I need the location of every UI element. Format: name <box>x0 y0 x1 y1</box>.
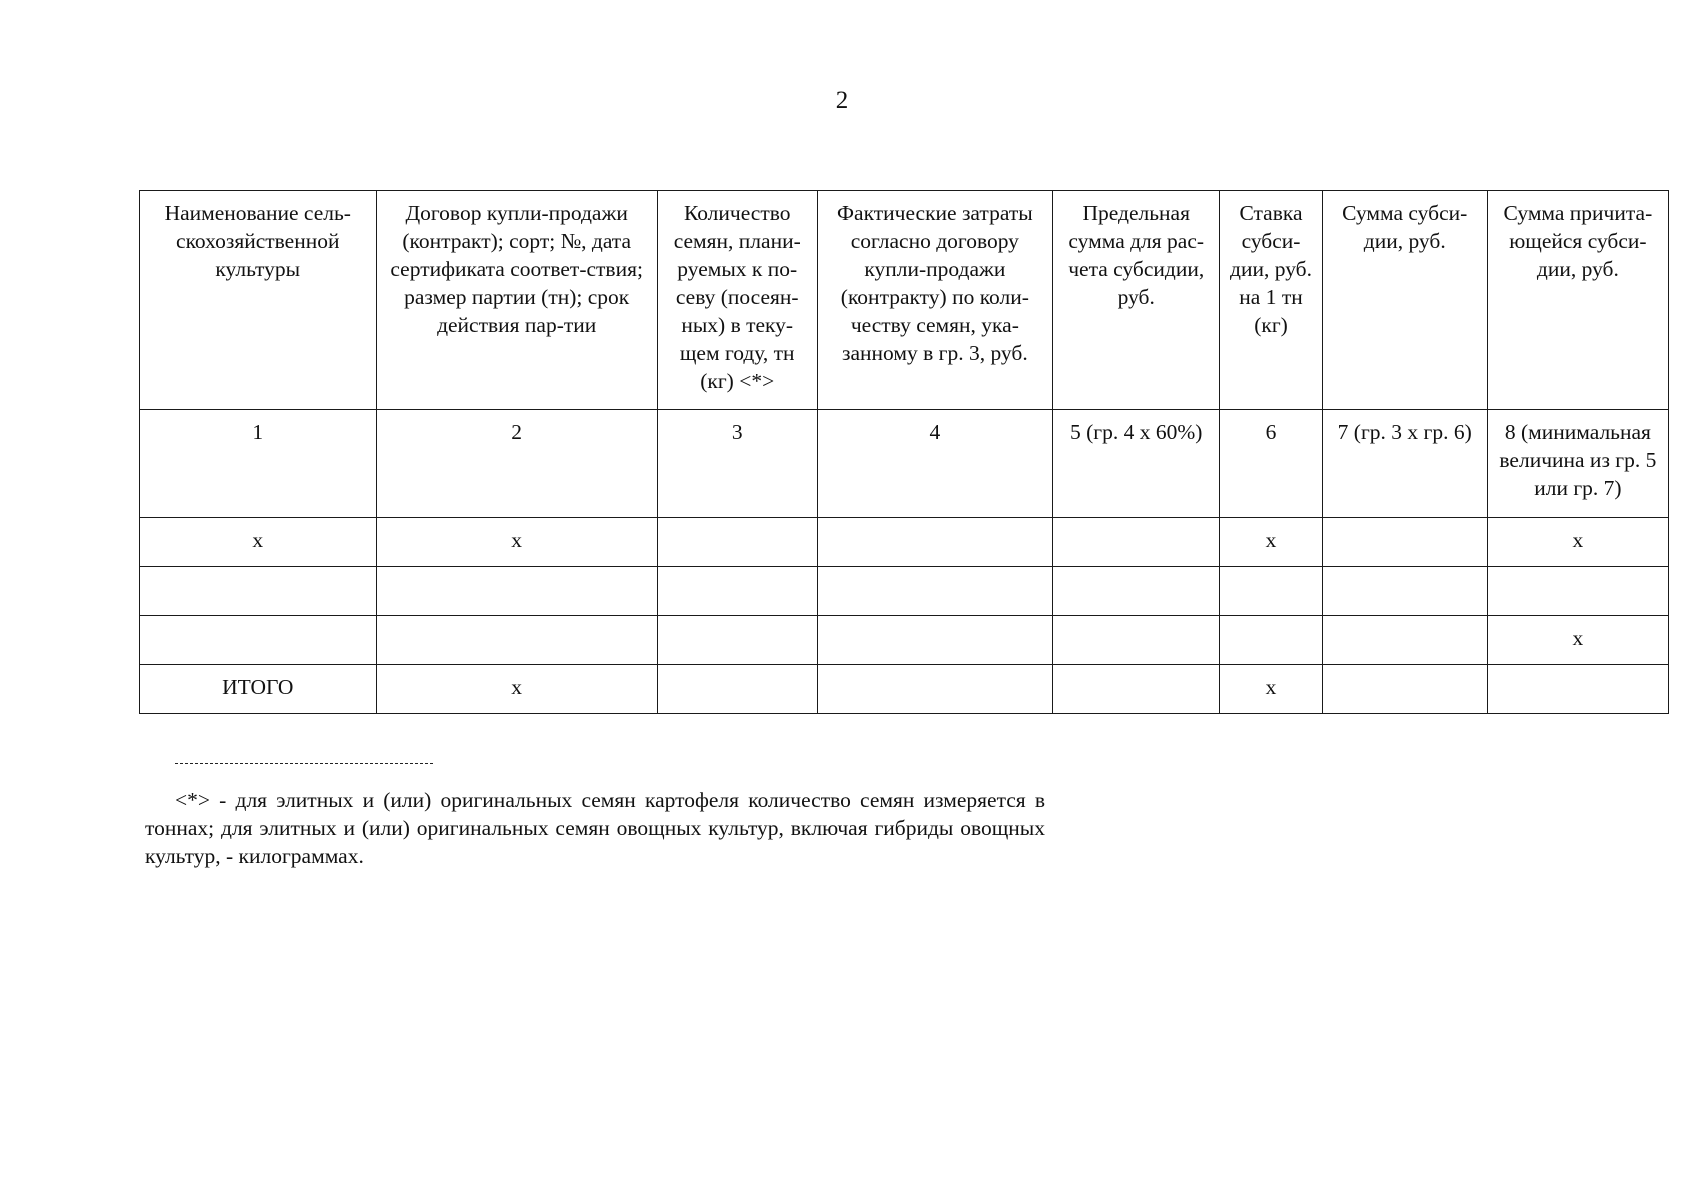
table-cell <box>817 665 1052 714</box>
table-cell <box>657 518 817 567</box>
table-cell <box>657 616 817 665</box>
table-cell <box>817 518 1052 567</box>
header-cell <box>1220 191 1322 410</box>
column-number-cell: 2 <box>376 410 657 518</box>
table-cell: x <box>376 665 657 714</box>
table-cell <box>1322 616 1487 665</box>
header-cell <box>1487 191 1668 410</box>
header-cell <box>817 191 1052 410</box>
table-row <box>140 518 1669 567</box>
header-text: Предельная сумма для рас-чета субсидии, руб. <box>1068 201 1205 309</box>
header-text: Ставка субси-дии, руб. на 1 тн (кг) <box>1230 201 1312 337</box>
table-cell <box>657 665 817 714</box>
table-cell <box>1322 665 1487 714</box>
table-cell: x <box>140 518 377 567</box>
header-text: Наименование сель-скохозяйственной культуры <box>164 201 351 281</box>
header-cell <box>376 191 657 410</box>
table-cell <box>376 616 657 665</box>
table-cell <box>1053 665 1220 714</box>
header-cell <box>657 191 817 410</box>
table-cell <box>1322 518 1487 567</box>
table-cell: x <box>1220 518 1322 567</box>
table-cell <box>1220 567 1322 616</box>
table-cell: x <box>1487 616 1668 665</box>
table-cell <box>1053 616 1220 665</box>
header-text: Сумма субси-дии, руб. <box>1342 201 1468 253</box>
subsidy-table <box>139 190 1669 714</box>
table-cell <box>1487 567 1668 616</box>
header-text: Фактические затраты согласно договору купли-продажи (контракту) по коли-честву семян, ука-занному в гр. 3, руб. <box>837 201 1033 365</box>
column-number-cell: 6 <box>1220 410 1322 518</box>
table-cell <box>1487 665 1668 714</box>
table-cell <box>376 567 657 616</box>
header-cell <box>140 191 377 410</box>
table-cell <box>140 616 377 665</box>
table-cell <box>817 616 1052 665</box>
column-number-cell: 1 <box>140 410 377 518</box>
column-number-cell: 7 (гр. 3 x гр. 6) <box>1322 410 1487 518</box>
column-number-cell: 5 (гр. 4 x 60%) <box>1053 410 1220 518</box>
column-number-cell: 3 <box>657 410 817 518</box>
header-cell <box>1053 191 1220 410</box>
table-cell <box>1053 518 1220 567</box>
header-text: Количество семян, плани-руемых к по-севу (посеян-ных) в теку-щем году, тн (кг) <*> <box>673 201 801 393</box>
table-cell: x <box>1487 518 1668 567</box>
table-cell <box>657 567 817 616</box>
footnote-separator <box>175 763 433 764</box>
table-cell <box>1322 567 1487 616</box>
table-cell <box>1053 567 1220 616</box>
footnote-text: <*> - для элитных и (или) оригинальных семян картофеля количество семян измеряется в тоннах; для элитных и (или) оригинальных семян овощных культур, включая гибриды овощных культур, - килограммах. <box>145 788 1045 868</box>
header-text: Договор купли-продажи (контракт); сорт; №, дата сертификата соответ-ствия; размер партии (тн); срок действия пар-тии <box>390 201 643 337</box>
table-cell <box>817 567 1052 616</box>
page-number: 2 <box>835 87 849 114</box>
table-cell <box>140 567 377 616</box>
table-row <box>140 567 1669 616</box>
total-label: ИТОГО <box>140 665 377 714</box>
column-number-cell: 8 (минимальная величина из гр. 5 или гр. 7) <box>1487 410 1668 518</box>
header-cell <box>1322 191 1487 410</box>
column-number-row <box>140 410 1669 518</box>
table-header-row <box>140 191 1669 410</box>
column-number-cell: 4 <box>817 410 1052 518</box>
table-cell: x <box>376 518 657 567</box>
table-cell: x <box>1220 665 1322 714</box>
total-row <box>140 665 1669 714</box>
header-text: Сумма причита-ющейся субси-дии, руб. <box>1503 201 1653 281</box>
table-row <box>140 616 1669 665</box>
table-cell <box>1220 616 1322 665</box>
